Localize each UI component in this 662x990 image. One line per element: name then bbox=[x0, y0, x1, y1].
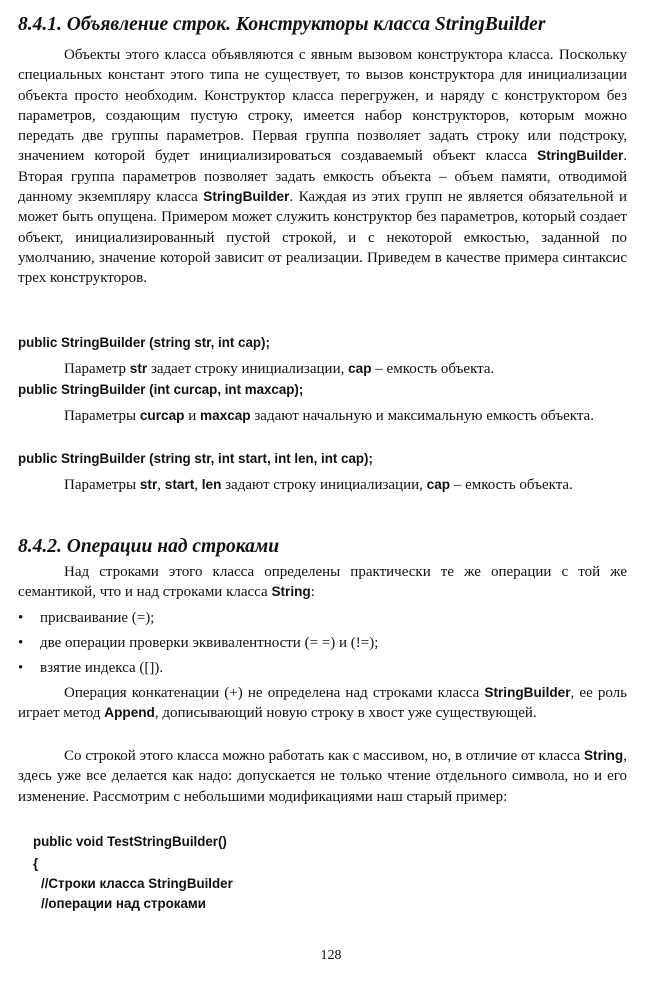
paragraph-operations-intro bbox=[18, 562, 627, 603]
text-run: , здесь уже все делается как надо: допускается не только чтение отдельного символа, но и его изменение. Рассмотрим с небольшими модификациями наш старый пример: bbox=[18, 748, 627, 805]
text-run: Объекты этого класса объявляются с явным вызовом конструктора класса. Поскольку специальных констант этого типа не существует, то вызов конструктора для инициализации объекта просто необходим. Конструктор класса перегружен, и наряду с конструктором без параметров, создающим пустую строку, имеется набор конструкторов, которым можно передать две группы параметров. Первая группа позволяет задать строку или подстроку, значением которой будет инициализироваться создаваемый объект класса bbox=[18, 47, 627, 165]
section-heading-841: 8.4.1. Объявление строк. Конструкторы класса StringBuilder bbox=[18, 14, 546, 35]
text-run: Операция конкатенации (+) не определена над строками класса bbox=[64, 685, 485, 701]
text-run: , дописывающий новую строку в хвост уже существующей. bbox=[154, 705, 537, 722]
text-run: . Каждая из этих групп не является обязательной и может быть опущена. Примером может служить конструктор без параметров, который создает объект, инициализированный пустой строкой, и с некоторой емкостью, заданной по умолчанию, значение которой зависит от реализации. Приведем в качестве примера синтаксис трех конструкторов. bbox=[18, 189, 627, 287]
code-line: //операции над строками bbox=[41, 896, 206, 912]
code-keyword: cap bbox=[426, 477, 451, 492]
code-keyword: StringBuilder bbox=[537, 148, 624, 164]
text-run: , bbox=[194, 477, 202, 493]
code-keyword: cap bbox=[348, 361, 372, 376]
code-keyword: String bbox=[271, 584, 311, 600]
constructor-signature-1: public StringBuilder (string str, int cap); bbox=[18, 335, 270, 351]
code-line: { bbox=[33, 856, 39, 872]
text-run: : bbox=[310, 584, 315, 601]
text-run: Со строкой этого класса можно работать как с массивом, но, в отличие от класса bbox=[64, 748, 584, 764]
bullet-item: • две операции проверки эквивалентности (= =) и (!=); bbox=[18, 633, 378, 653]
code-keyword: StringBuilder bbox=[203, 189, 290, 205]
text-run: задают начальную и максимальную емкость объекта. bbox=[250, 408, 594, 424]
constructor-2-description bbox=[18, 406, 627, 426]
code-line: //Строки класса StringBuilder bbox=[41, 876, 233, 892]
text-run: Параметры bbox=[64, 408, 140, 424]
code-keyword: curcap bbox=[139, 408, 185, 423]
page-number: 128 bbox=[320, 948, 342, 963]
code-keyword: str bbox=[129, 361, 148, 376]
constructor-3-description bbox=[18, 475, 627, 495]
text-run: – емкость объекта. bbox=[450, 477, 573, 493]
text-run: и bbox=[184, 408, 200, 424]
paragraph-concatenation bbox=[18, 683, 627, 724]
text-run: Параметры bbox=[64, 477, 140, 493]
text-run: , bbox=[157, 477, 165, 493]
paragraph-constructors-intro bbox=[18, 45, 627, 289]
code-line: public void TestStringBuilder() bbox=[33, 834, 227, 850]
text-run: . Вторая группа параметров позволяет задать емкость объекта – объем памяти, отводимой данному экземпляру класса bbox=[18, 148, 627, 206]
paragraph-array-access bbox=[18, 746, 627, 807]
constructor-signature-3: public StringBuilder (string str, int start, int len, int cap); bbox=[18, 451, 373, 467]
bullet-item: • присваивание (=); bbox=[18, 608, 154, 628]
text-run: Параметр bbox=[64, 361, 130, 377]
text-run: Над строками этого класса определены практически те же операции с той же семантикой, что и над строками класса bbox=[18, 564, 627, 601]
code-keyword: String bbox=[583, 748, 624, 763]
bullet-item: • взятие индекса ([]). bbox=[18, 658, 163, 678]
text-run: задает строку инициализации, bbox=[147, 361, 349, 377]
bullet-dot-icon: • bbox=[18, 660, 24, 676]
bullet-dot-icon: • bbox=[18, 610, 24, 626]
code-keyword: StringBuilder bbox=[484, 685, 571, 700]
bullet-dot-icon: • bbox=[18, 635, 24, 651]
text-run: задают строку инициализации, bbox=[221, 477, 427, 493]
section-heading-842: 8.4.2. Операции над строками bbox=[18, 536, 280, 557]
code-keyword: Append bbox=[104, 705, 155, 721]
code-keyword: len bbox=[201, 477, 222, 492]
code-keyword: str bbox=[139, 477, 158, 492]
text-run: , ее роль играет метод bbox=[18, 685, 627, 722]
constructor-signature-2: public StringBuilder (int curcap, int maxcap); bbox=[18, 382, 304, 398]
constructor-1-description bbox=[18, 359, 627, 379]
code-keyword: start bbox=[164, 477, 195, 492]
code-keyword: maxcap bbox=[199, 408, 251, 423]
text-run: – емкость объекта. bbox=[371, 361, 495, 377]
